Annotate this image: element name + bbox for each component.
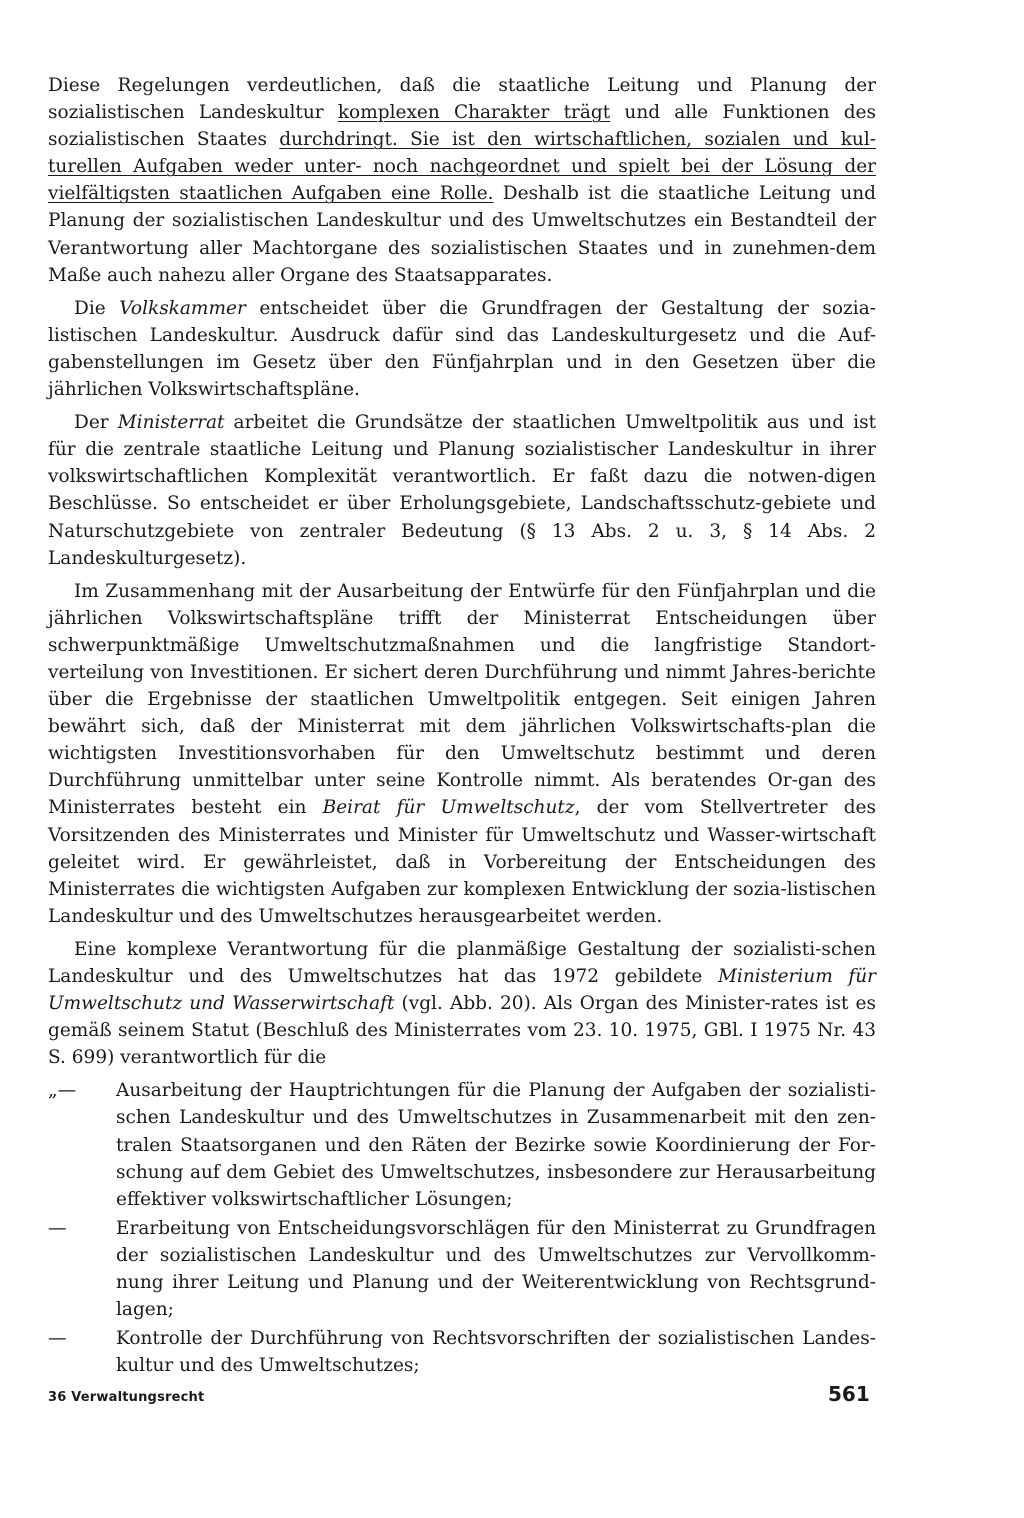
body-text	[48, 72, 876, 1381]
list-item	[48, 1215, 876, 1323]
text-run: Im Zusammenhang mit der Ausarbeitung der Entwürfe für den Fünfjahrplan und die jährlichen Volkswirtschaftspläne trifft der Ministerrat Entscheidungen über schwerpunktmäßige Umweltschutzmaßnahmen und die langfristige Standort-verteilung von Investitionen. Er sichert deren Durchführung und nimmt Jahres-berichte über die Ergebnisse der staatlichen Umweltpolitik entgegen. Seit einigen Jahren bewährt sich, daß der Ministerrat mit dem jährlichen Volkswirtschafts-plan die wichtigsten Investitionsvorhaben für den Umweltschutz bestimmt und deren Durchführung unmittelbar unter seine Kontrolle nimmt. Als beratendes Or-gan des Ministerrates besteht ein	[48, 580, 876, 819]
paragraph	[48, 578, 876, 930]
paragraph-container	[48, 72, 876, 1071]
list-dash: —	[48, 1217, 67, 1239]
italic-term: Ministerium für Umweltschutz und Wasserwirtschaft	[48, 966, 876, 1015]
text-run: , der vom Stellvertreter des Vorsitzenden des Ministerrates und Minister für Umweltschutz und Wasser-wirtschaft geleitet wird. Er gewährleistet, daß in Vorbereitung der Entscheidungen des Ministerrates die wichtigsten Aufgaben zur komplexen Entwicklung der sozia-listischen Landeskultur und des Umweltschutzes herausgearbeitet werden.	[48, 797, 876, 927]
paragraph	[48, 295, 876, 403]
text-run: Diese Regelungen verdeutlichen, daß die staatliche Leitung und Planung der sozialistischen Landeskultur	[48, 75, 876, 124]
paragraph	[48, 936, 876, 1071]
underlined-text: komplexen Charakter trägt	[337, 102, 611, 124]
paragraph	[48, 409, 876, 572]
list-item	[48, 1325, 876, 1379]
italic-term: Ministerrat	[117, 412, 225, 434]
page-number: 561	[828, 1382, 870, 1406]
text-run: Eine komplexe Verantwortung für die planmäßige Gestaltung der sozialisti-schen Landeskultur und des Umweltschutzes hat das 1972 gebildete	[48, 938, 876, 987]
text-run: arbeitet die Grundsätze der staatlichen Umweltpolitik aus und ist für die zentrale staatliche Leitung und Planung sozialistischer Landeskultur in ihrer volkswirtschaftlichen Komplexität verantwortlich. Er faßt dazu die notwen-digen Beschlüsse. So entscheidet er über Erholungsgebiete, Landschaftsschutz-gebiete und Naturschutzgebiete von zentraler Bedeutung (§ 13 Abs. 2 u. 3, § 14 Abs. 2 Landeskulturgesetz).	[48, 412, 876, 569]
list-dash: —	[48, 1328, 67, 1350]
italic-term: Volkskammer	[119, 297, 246, 319]
text-run: (vgl. Abb. 20). Als Organ des Minister-rates ist es gemäß seinem Statut (Beschluß des Ministerrates vom 23. 10. 1975, GBl. I 1975 Nr. 43 S. 699) verantwortlich für die	[48, 993, 876, 1069]
text-run: Deshalb ist die staatliche Leitung und Planung der sozialistischen Landeskultur und des Umweltschutzes ein Bestandteil der Verantwortung aller Machtorgane des sozialistischen Staates und in zunehmen-dem Maße auch nahezu aller Organe des Staatsapparates.	[48, 183, 876, 286]
text-run: Die	[74, 297, 120, 319]
text-run: entscheidet über die Grundfragen der Gestaltung der sozia-listischen Landeskultur. Ausdruck dafür sind das Landeskulturgesetz und die Auf-gabenstellungen im Gesetz über den Fünfjahrplan und in den Gesetzen über die jährlichen Volkswirtschaftspläne.	[48, 297, 877, 401]
list-item-text: Erarbeitung von Entscheidungsvorschlägen für den Ministerrat zu Grundfragen der sozialistischen Landeskultur und des Umweltschutzes zur Vervollkomm-nung ihrer Leitung und Planung und der Weiterentwicklung von Rechtsgrund-lagen;	[116, 1217, 876, 1321]
responsibility-list	[48, 1077, 876, 1379]
list-item-text: Ausarbeitung der Hauptrichtungen für die Planung der Aufgaben der sozialisti-schen Landeskultur und des Umweltschutzes in Zusammenarbeit mit den zen-tralen Staatsorganen und den Räten der Bezirke sowie Koordinierung der For-schung auf dem Gebiet des Umweltschutzes, insbesondere zur Herausarbeitung effektiver volkswirtschaftlicher Lösungen;	[116, 1080, 876, 1210]
text-run: Der	[74, 412, 118, 434]
list-item	[48, 1077, 876, 1212]
list-item-text: Kontrolle der Durchführung von Rechtsvorschriften der sozialistischen Landes-kultur und des Umweltschutzes;	[116, 1328, 876, 1377]
list-dash: „—	[48, 1080, 77, 1102]
italic-term: Beirat für Umweltschutz	[322, 797, 575, 819]
paragraph	[48, 72, 876, 289]
footer-signature: 36 Verwaltungsrecht	[48, 1390, 205, 1405]
underlined-text: durchdringt. Sie ist den wirtschaftlichen, sozialen und kul-turellen Aufgaben weder unter- noch nachgeordnet und spielt bei der Lösung der vielfältigsten staatlichen Aufgaben eine Rolle.	[48, 129, 876, 205]
text-run: und alle Funktionen des sozialistischen Staates	[48, 102, 876, 151]
